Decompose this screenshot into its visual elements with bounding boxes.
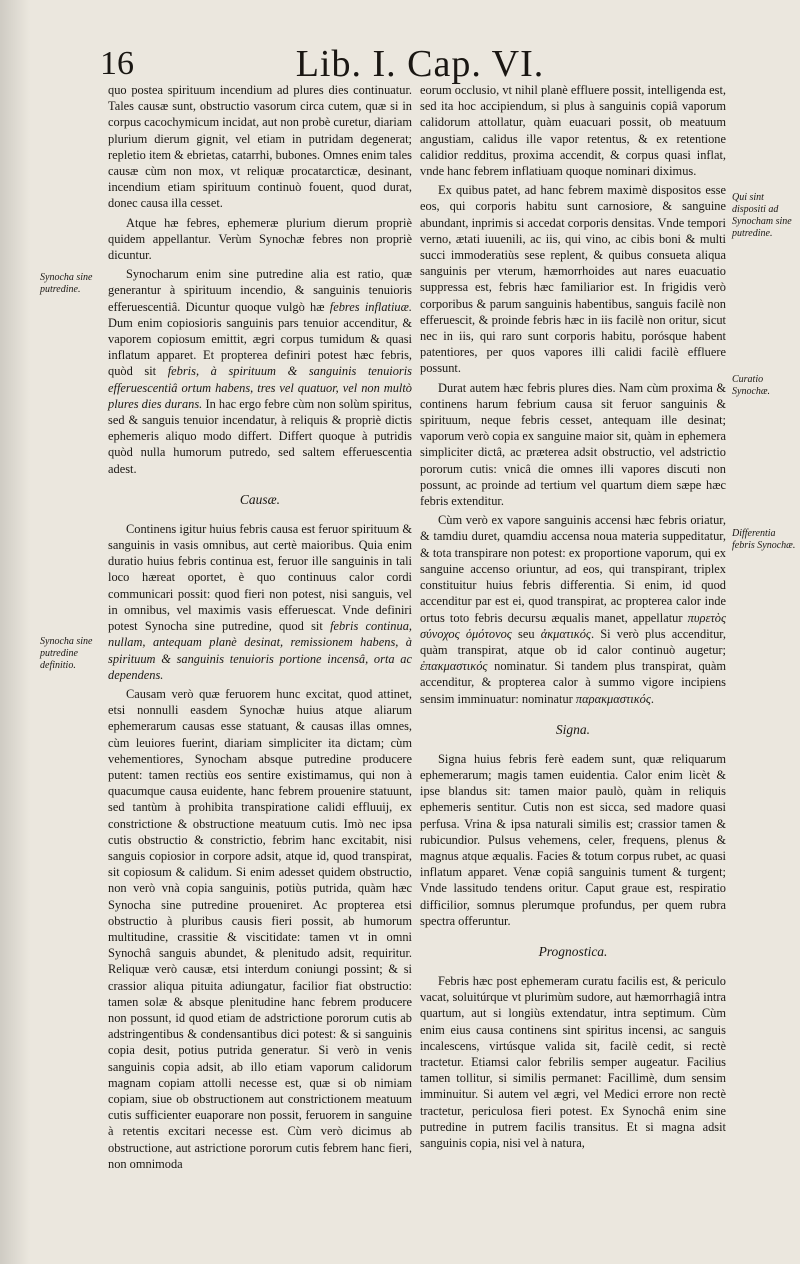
paragraph: quo postea spirituum incendium ad plures dies continuatur. Tales causæ sunt, obstructio vasorum circa cutem, quæ si in corpus cacochymicum incidat, aut non probè curetur, diariam plurium dierum gignit, vel etiam in putridam degenerat; repletio item & ebrietas, catarrhi, bubones. Omnes enim tales causæ cùm non mox, vt reliquæ procatarcticæ, desinant, incendium etiam spirituum continuò fouent, quod durat, donec causa illa cesset. [108,83,412,211]
paragraph: Ex quibus patet, ad hanc febrem maximè dispositos esse eos, qui corporis habitu sunt carnosiore, & sanguine abundant, inprimis si accedat corporis densitas. Vnde tempori verno, ætati iuuenili, ac iis, qui vino, ac cibis boni & multi succi immoderatiùs sese replent, & quibus consueta aliqua sanguinis per vterum, hæmorrhoides aut nares euacuatio suppressa est, febris hæc familiarior est. In frigidis verò corporibus & parum sanguinis habentibus, sanguis facilè non efferuescit, & proinde febris hæc in iis facilè non oritur, sicut nec in iis, qui raro sunt corporis habitu, porósque habent patentiores, per quos vapores illi calidi facilè effluere possunt. [420,183,726,376]
margin-note: Differentia febris Synochæ. [732,528,796,551]
paragraph: Signa huius febris ferè eadem sunt, quæ reliquarum ephemerarum; magis tamen euidentia. Calor enim licèt & ipse blandus sit: tamen maior paulò, quàm in reliquis ephemeris sentitur. Cutis non est sicca, sed madore quasi perfusa. Vrina & ipsa naturali similis est; crassior tamen & rubicundior. Pulsus vehemens, celer, frequens, plenus & magnus atque æqualis. Facies & totum corpus rubet, ac quasi inflatum apparet. Venæ copiâ sanguinis tument & turgent; Vnde lassitudo tendens oritur. Caput graue est, respiratio difficilior, somnus plerumque profundus, per quem rubra spectra offeruntur. [420,751,726,928]
paragraph: Synocharum enim sine putredine alia est ratio, quæ generantur à spirituum incendio, & sanguinis tenuioris efferuescentiâ. Dicuntur quoque vulgò hæ febres inflatiuæ. Dum enim copiosioris sanguinis pars tenuior accenditur, & vaporem copiosum emittit, ægri corpus tumidum & quasi inflatum apparet. Et propterea definiri potest hæc febris, quòd sit febris, à spirituum & sanguinis tenuioris efferuescentiâ ortum habens, tres vel quatuor, vel non multò plures dies durans. In hac ergo febre cùm non solùm spiritus, sed & sanguis tenuior incendatur, à reliquis & propriè dictis ephemeris aliquo modo differt. Differt quoque à putridis quòd nulla humorum putredo, sed saltem efferuescentia adest. [108,267,412,476]
right-text-column [420,82,726,1151]
section-heading-prognostica: Prognostica. [538,943,608,959]
paragraph: Continens igitur huius febris causa est feruor spirituum & sanguinis in vasis omnibus, aut certè maioribus. Quia enim duratio huius febris continua est, feruor ille sanguinis in tali loco hæreat oportet, è quo continuus calor cordi communicari possit: quod fieri non potest, nisi sanguis, vel in omnibus, vel maximis vasis efferuescat. Vnde definiri potest Synocha sine putredine, quod sit febris continua, nullam, antequam planè desinat, remissionem habens, à spirituum & sanguinis tenuioris portione incensâ, orta ac dependens. [108,521,412,682]
paragraph: Durat autem hæc febris plures dies. Nam cùm proxima & continens harum febrium causa sit feruor sanguinis & spirituum, neque febris cesset, antequam ille desinat; vaporum verò copia ex sanguine maior sit, quàm in ephemera simpliciter dictâ, ac præterea adsit obstructio, vel adstrictio pororum cutis: vnicâ die omnes illi vapores discuti non possunt, ac proinde ad tertium vel quartum diem sæpe hæc febris extenditur. [420,380,726,509]
left-text-column [108,82,412,1172]
margin-note: Qui sint dispositi ad Synocham sine putredine. [732,192,792,239]
paragraph: Cùm verò ex vapore sanguinis accensi hæc febris oriatur, & tamdiu duret, quamdiu accensa noua materia suppeditatur, & tota transpirare non potest: ex proportione vaporum, qui ex sanguine accenso oriuntur, ad eos, qui transpirant, triplex constituitur huius febris differentia. Si enim, id quod accenditur par est ei, quod transpirat, ac propterea calor inde ortus toto febris decursu æqualis manet, appellatur πυρετὸς σύνοχος ὁμότονος seu ἀκματικός. Si verò plus accenditur, quàm transpirat, atque ob id calor continuò augetur; ἐπακμαστικός nominatur. Si tandem plus transpirat, quàm accenditur, & propterea calor à summo vigore incipiens sensim imminuatur: nominatur παρακμαστικός. [420,513,727,706]
section-heading-causae: Causæ. [239,491,281,507]
margin-note: Synocha sine putredine. [40,272,93,295]
section-heading-signa: Signa. [555,721,591,737]
paragraph: Febris hæc post ephemeram curatu facilis est, & periculo vacat, soluitúrque vt plurimùm sudore, aut hæmorrhagiâ intra quartum, aut si longiùs extendatur, intra septimum. Cùm enim eius causa continens sint spiritus incensi, ac sanguis incalescens, virtúsque valida sit, facilè cedit, si rectè tractetur. Etiamsi calor febrilis semper augeatur. Facilius tamen tollitur, si similis permanet: Facillimè, dum sensim imminuitur. Si autem vel ægri, vel Medici errore non rectè tractetur, periculosa fieri potest. Ex Synochâ enim sine putredine in putrem facilis transitus. Et si magna adsit sanguinis copia, nisi vel à natura, [420,973,726,1150]
running-head: Lib. I. Cap. VI. [295,43,545,85]
margin-note: Curatio Synochæ. [732,374,771,397]
paragraph: eorum occlusio, vt nihil planè effluere possit, intelligenda est, sed ita hoc accipiendum, si plus à sanguinis copiâ vaporum calidorum attollatur, quàm euacuari possit, ob meatuum angustiam, calidus ille vapor retentus, & ex retentione calidior redditus, proxima accendit, & corpus quasi inflat, vnde hanc febrem inflatiuam quoque nominari diximus. [420,83,726,179]
margin-note: Synocha sine putredine definitio. [40,636,93,671]
page-number: 16 [100,45,134,82]
page-gutter-shadow [0,0,30,1264]
paragraph: Causam verò quæ feruorem hunc excitat, quod attinet, etsi nonnulli easdem Synochæ huius atque aliarum ephemerarum causas esse statuant, & causas illas omnes, cùm leuiores fuerint, diariam simpliciter ita dictam; cùm vehementiores, Synocham absque putredine producere putent: tamen rectiùs eos sentire existimamus, qui non à quacumque causa euidente, hanc febrem prouenire statuunt, sed tantùm à prohibita transpiratione calidi effluuij, ex constrictione & obstructione meatuum cutis. Imò nec ipsa cutis obstructio & constrictio, febrim hanc excitabit, nisi sanguis copiosior in corpore adsit, atque id, quod transpirat, sit copiosum & calidum. Si enim adesset quidem obstructio, non verò vnà copia sanguinis, potiùs putrida, quàm hæc Synocha sine putredine proueniret. Ac propterea etsi obstructio à pluribus causis fieri possit, ab humorum multitudine, crassitie & viscitidate: tamen vt in omni Synochâ sanguis abundet, & plenitudo adsit, requiritur. Reliquæ verò causæ, etsi interdum coniungi possint; & si crassior aliqua pituita adiungatur, facilior fiat obstructio: tamen solæ & absque plenitudine hanc febrem producere non possunt, id quod etiam de adstrictione pororum cutis ab adstringentibus & condensantibus dici potest: & si sanguinis copia desit, potius putrida generatur. Si verò in venis sanguinis copia adsit, ab illo etiam vaporum calidorum magnam copiam attolli necesse est, quæ si ob nimiam copiam, siue ob obstructionem aut constrictionem meatuum cutis sufficienter euaporare non possit, feruorem in sanguine à retentis excitari necesse est. Cùm verò dicimus ab obstructione, aut astrictione pororum cutis febrem hanc fieri, non omnimoda [108,686,412,1171]
paragraph: Atque hæ febres, ephemeræ plurium dierum propriè quidem appellantur. Verùm Synochæ febres non propriè dicuntur. [108,215,412,263]
